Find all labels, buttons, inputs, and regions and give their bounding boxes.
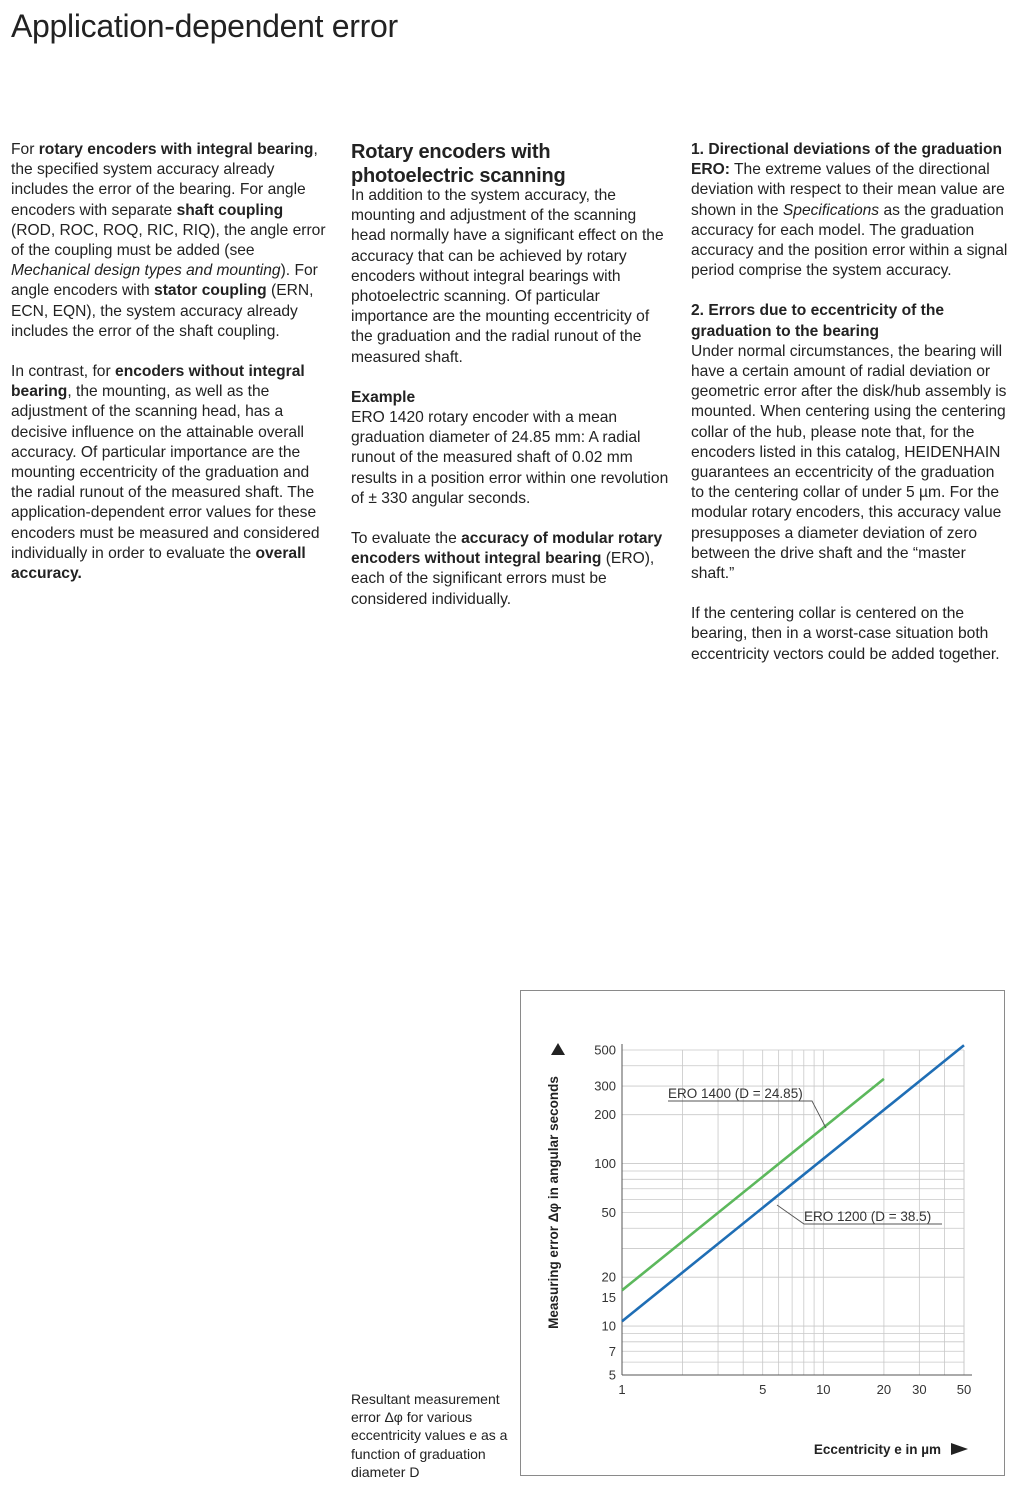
x-tick-label: 20	[876, 1382, 892, 1397]
text-run: accuracy of modular rotary encoders without integral bearing	[351, 530, 663, 568]
text-run: , the mounting, as well as the adjustment of the scanning head, has a decisive influence on the attainable overall accuracy. Of particular importance are the mounting eccentricity of the graduation and the radial runout of the measured shaft. The application-dependent error values for these encoders must be measured and considered individually in order to evaluate the	[11, 383, 320, 562]
chart-caption: Resultant measurement error Δφ for various eccentricity values e as a function of graduation diameter D	[351, 1391, 508, 1480]
text-run: ). For angle encoders with	[11, 262, 318, 300]
y-axis-label: Measuring error Δφ in angular seconds	[546, 1076, 561, 1329]
text-run: (ERO), each of the significant errors must be considered individually.	[351, 550, 655, 608]
column-middle	[351, 140, 671, 630]
text-run: In contrast, for	[11, 363, 116, 381]
text-run: To evaluate the	[351, 530, 462, 548]
text-run: encoders without integral bearing	[11, 363, 305, 401]
text-run: The extreme values of the directional deviation with respect to their mean value are shown in the	[691, 161, 1005, 219]
series-label: ERO 1400 (D = 24.85)	[668, 1086, 803, 1101]
x-axis-arrow	[951, 1443, 968, 1455]
worst-case-paragraph: If the centering collar is centered on the bearing, then in a worst-case situation both eccentricity vectors could be added together.	[691, 605, 1000, 663]
series-label: ERO 1200 (D = 38.5)	[804, 1209, 932, 1224]
text-run: (ERN, ECN, EQN), the system accuracy already includes the error of the shaft coupling.	[11, 282, 314, 340]
text-run: , the specified system accuracy already includes the error of the bearing. For angle encoders with separate	[11, 141, 318, 219]
column-left	[11, 140, 329, 604]
y-tick-label: 300	[594, 1078, 616, 1094]
series-line	[622, 1079, 884, 1290]
evaluation-paragraph	[351, 529, 671, 610]
text-run: (ROD, ROC, ROQ, RIC, RIQ), the angle error of the coupling must be added (see	[11, 221, 326, 260]
directional-text	[691, 161, 1007, 279]
text-run: overall accuracy.	[11, 544, 306, 583]
eccentricity-text: Under normal circumstances, the bearing will have a certain amount of radial deviation or geometric error after the disk/hub assembly is mounted. When centering using the centering collar of the hub, please note that, for the encoders listed in this catalog, HEIDENHAIN guarantees an eccentricity of the graduation to the centering collar of under 5 µm. For the modular rotary encoders, this accuracy value presupposes a diameter deviation of zero between the drive shaft and the “master shaft.”	[691, 342, 1007, 583]
y-tick-label: 10	[601, 1318, 616, 1334]
page-title: Application-dependent error	[11, 8, 398, 44]
text-run: rotary encoders with integral bearing	[38, 141, 314, 158]
text-run: For	[11, 141, 39, 158]
x-tick-label: 5	[759, 1382, 767, 1397]
text-run: as the graduation accuracy for each model. The graduation accuracy and the position error within a signal period comprise the system accuracy.	[691, 201, 1008, 280]
example-heading: Example	[351, 388, 416, 406]
y-axis-arrow	[551, 1043, 565, 1055]
text-run: Mechanical design types and mounting	[11, 262, 281, 280]
example-block	[351, 388, 671, 509]
column-right	[691, 140, 1009, 685]
no-bearing-paragraph	[11, 362, 329, 584]
x-tick-label: 50	[956, 1382, 972, 1397]
chart-frame	[520, 990, 1005, 1476]
section-heading: Rotary encoders with photoelectric scanning	[351, 141, 566, 187]
y-tick-label: 500	[594, 1042, 616, 1058]
x-tick-label: 30	[912, 1382, 927, 1397]
y-tick-label: 5	[608, 1367, 616, 1383]
text-run: Specifications	[782, 201, 880, 219]
text-run: stator coupling	[154, 282, 267, 300]
eccentricity-block	[691, 301, 1009, 584]
y-tick-label: 100	[594, 1156, 616, 1172]
y-tick-label: 15	[601, 1289, 616, 1305]
directional-heading: 1. Directional deviations of the graduation	[691, 141, 1003, 158]
y-tick-label: 200	[594, 1107, 616, 1123]
y-tick-label: 50	[601, 1205, 616, 1220]
text-run: ERO:	[691, 161, 730, 179]
x-tick-label: 10	[816, 1382, 831, 1397]
bearing-paragraph	[11, 140, 329, 342]
x-tick-label: 1	[618, 1382, 626, 1397]
directional-block	[691, 140, 1009, 281]
y-tick-label: 7	[608, 1343, 616, 1359]
eccentricity-heading: 2. Errors due to eccentricity of the graduation to the bearing	[691, 302, 945, 340]
example-text: ERO 1420 rotary encoder with a mean graduation diameter of 24.85 mm: A radial runout of the measured shaft of 0.02 mm results in a position error within one revolution of ± 330 angular seconds.	[351, 409, 669, 507]
photoelectric-paragraph: In addition to the system accuracy, the mounting and adjustment of the scanning head normally have a significant effect on the accuracy that can be achieved by rotary encoders without integral bearings with photoelectric scanning. Of particular importance are the mounting eccentricity of the graduation and the radial runout of the measured shaft.	[351, 187, 664, 366]
y-tick-label: 20	[601, 1269, 616, 1285]
text-run: shaft coupling	[176, 201, 284, 219]
error-chart	[521, 991, 1006, 1477]
x-axis-label: Eccentricity e in µm	[813, 1442, 941, 1457]
